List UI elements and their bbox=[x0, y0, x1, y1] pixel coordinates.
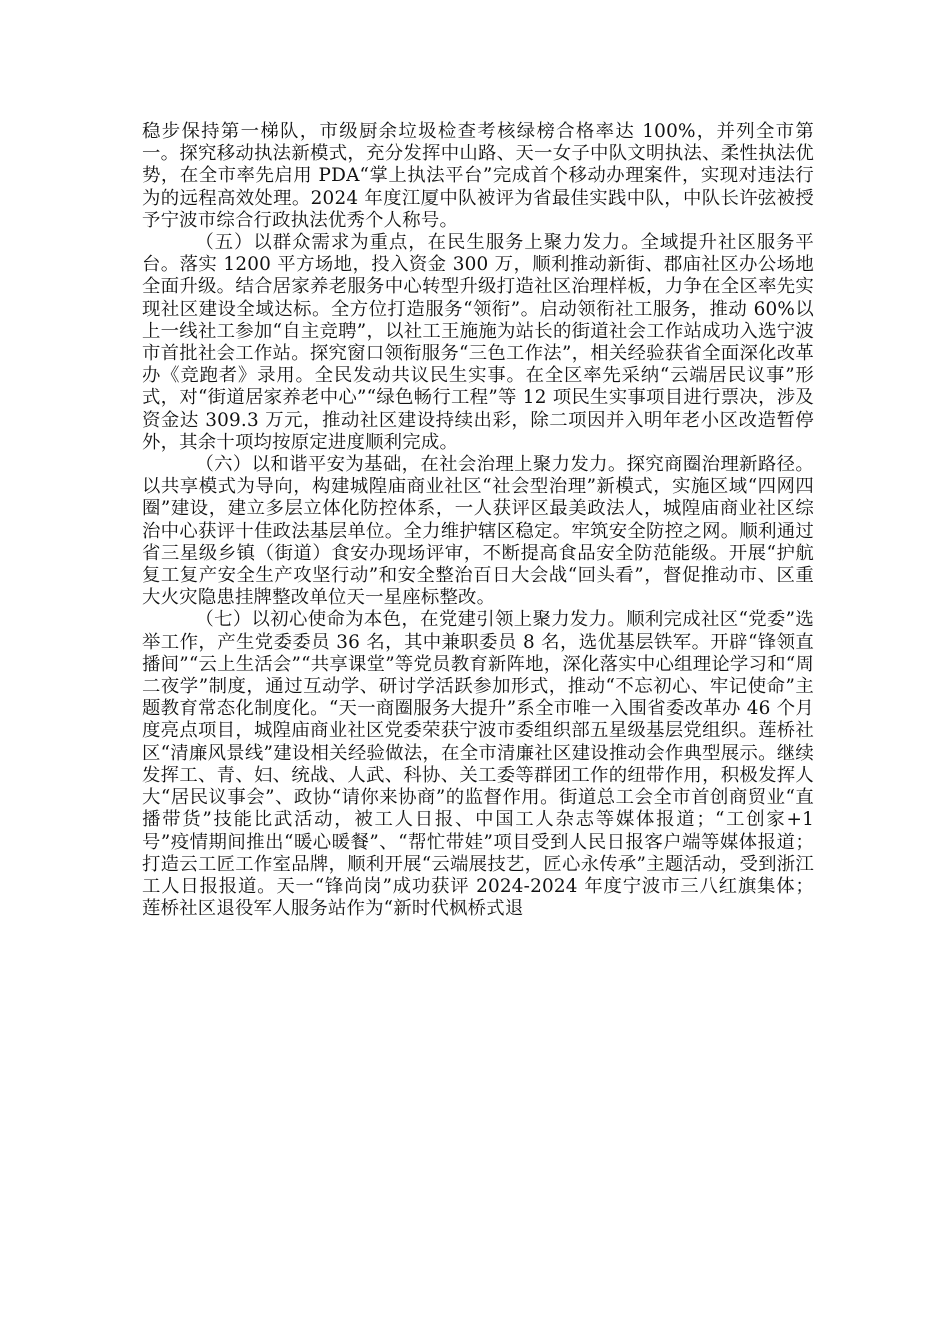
document-page bbox=[142, 121, 814, 920]
paragraph-section-7: （七）以初心使命为本色，在党建引领上聚力发力。顺利完成社区“党委”选举工作，产生党委委员 36 名，其中兼职委员 8 名，选优基层铁军。开辟“锋领直播间”“云上生活会”“共享课堂”等党员教育新阵地，深化落实中心组理论学习和“周二夜学”制度，通过互动学、研讨学活跃参加形式，推动“不忘初心、牢记使命”主题教育常态化制度化。“天一商圈服务大提升”系全市唯一入围省委改革办 46 个月度亮点项目，城隍庙商业社区党委荣获宁波市委组织部五星级基层党组织。莲桥社区“清廉风景线”建设相关经验做法，在全市清廉社区建设推动会作典型展示。继续发挥工、青、妇、统战、人武、科协、关工委等群团工作的纽带作用，积极发挥人大“居民议事会”、政协“请你来协商”的监督作用。街道总工会全市首创商贸业“直播带货”技能比武活动，被工人日报、中国工人杂志等媒体报道；“工创家+1 号”疫情期间推出“暖心暖餐”、“帮忙带娃”项目受到人民日报客户端等媒体报道；打造云工匠工作室品牌，顺利开展“云端展技艺，匠心永传承”主题活动，受到浙江工人日报报道。天一“锋尚岗”成功获评 2024-2024 年度宁波市三八红旗集体；莲桥社区退役军人服务站作为“新时代枫桥式退 bbox=[142, 609, 814, 920]
paragraph-continued: 稳步保持第一梯队，市级厨余垃圾检查考核绿榜合格率达 100%，并列全市第一。探究移动执法新模式，充分发挥中山路、天一女子中队文明执法、柔性执法优势，在全市率先启用 PDA“掌上执法平台”完成首个移动办理案件，实现对违法行为的远程高效处理。2024 年度江厦中队被评为省最佳实践中队，中队长许弦被授予宁波市综合行政执法优秀个人称号。 bbox=[142, 121, 814, 231]
paragraph-section-6: （六）以和谐平安为基础，在社会治理上聚力发力。探究商圈治理新路径。以共享模式为导向，构建城隍庙商业社区“社会型治理”新模式，实施区域“四网四圈”建设，建立多层立体化防控体系，一人获评区最美政法人，城隍庙商业社区综治中心获评十佳政法基层单位。全力维护辖区稳定。牢筑安全防控之网。顺利通过省三星级乡镇（街道）食安办现场评审，不断提高食品安全防范能级。开展“护航复工复产安全生产攻坚行动”和安全整治百日大会战“回头看”，督促推动市、区重大火灾隐患挂牌整改单位天一星座标整改。 bbox=[142, 454, 814, 609]
paragraph-section-5: （五）以群众需求为重点，在民生服务上聚力发力。全域提升社区服务平台。落实 1200 平方场地，投入资金 300 万，顺利推动新街、郡庙社区办公场地全面升级。结合居家养老服务中心转型升级打造社区治理样板，力争在全区率先实现社区建设全域达标。全方位打造服务“领衔”。启动领衔社工服务，推动 60%以上一线社工参加“自主竞聘”，以社工王施施为站长的街道社会工作站成功入选宁波市首批社会工作站。探究窗口领衔服务“三色工作法”，相关经验获省全面深化改革办《竞跑者》录用。全民发动共议民生实事。在全区率先采纳“云端居民议事”形式，对“街道居家养老中心”“绿色畅行工程”等 12 项民生实事项目进行票决，涉及资金达 309.3 万元，推动社区建设持续出彩，除二项因并入明年老小区改造暂停外，其余十项均按原定进度顺利完成。 bbox=[142, 232, 814, 453]
